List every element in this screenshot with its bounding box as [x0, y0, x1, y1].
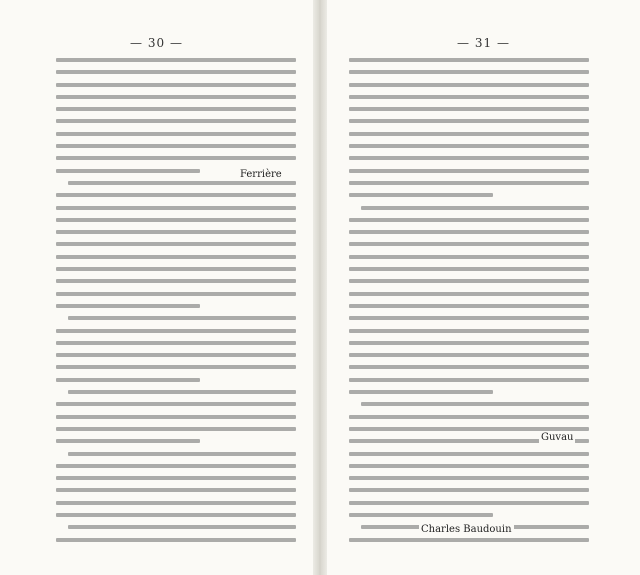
text-line — [56, 353, 296, 357]
text-line — [349, 488, 589, 492]
text-line — [56, 488, 296, 492]
text-line — [56, 439, 200, 443]
text-line — [56, 169, 200, 173]
text-line — [349, 353, 589, 357]
text-line — [56, 193, 296, 197]
name-guvau: Guvau — [541, 432, 574, 443]
text-line — [56, 107, 296, 111]
text-line — [56, 415, 296, 419]
text-line — [56, 501, 296, 505]
text-line — [349, 316, 589, 320]
text-line — [56, 464, 296, 468]
text-line — [349, 378, 589, 382]
text-line — [56, 70, 296, 74]
text-line — [349, 513, 493, 517]
text-line — [56, 329, 296, 333]
text-line — [56, 427, 296, 431]
text-line — [349, 279, 589, 283]
text-line — [68, 525, 296, 529]
page-number-right: — 31 — — [457, 36, 510, 50]
text-line — [349, 193, 493, 197]
text-line — [349, 58, 589, 62]
name-charles-baudouin: Charles Baudouin — [421, 524, 512, 535]
text-line — [56, 156, 296, 160]
text-line — [56, 242, 296, 246]
text-line — [349, 267, 589, 271]
text-line — [349, 181, 589, 185]
text-line — [349, 341, 589, 345]
text-line — [349, 292, 589, 296]
text-line — [349, 95, 589, 99]
text-line — [349, 255, 589, 259]
text-line — [68, 452, 296, 456]
text-line — [56, 218, 296, 222]
text-line — [56, 365, 296, 369]
text-line — [56, 476, 296, 480]
left-text-block — [56, 58, 296, 550]
page-number-left: — 30 — — [130, 36, 183, 50]
text-line — [349, 464, 589, 468]
text-line — [349, 365, 589, 369]
text-line — [56, 132, 296, 136]
text-line — [68, 316, 296, 320]
text-line — [56, 206, 296, 210]
text-line — [56, 538, 296, 542]
text-line — [349, 132, 589, 136]
text-line — [349, 304, 589, 308]
text-line — [56, 513, 296, 517]
text-line — [349, 329, 589, 333]
text-line — [349, 427, 589, 431]
text-line — [56, 341, 296, 345]
text-line — [56, 95, 296, 99]
text-line — [56, 402, 296, 406]
text-line — [349, 70, 589, 74]
text-line — [349, 415, 589, 419]
text-line — [56, 292, 296, 296]
name-ferriere: Ferrière — [240, 169, 282, 180]
text-line — [349, 242, 589, 246]
text-line — [349, 83, 589, 87]
text-line — [349, 119, 589, 123]
text-line — [56, 255, 296, 259]
text-line — [349, 538, 589, 542]
text-line — [56, 144, 296, 148]
text-line — [56, 83, 296, 87]
text-line — [349, 107, 589, 111]
text-line — [56, 279, 296, 283]
text-line — [349, 218, 589, 222]
text-line — [56, 378, 200, 382]
right-page — [327, 0, 640, 575]
left-page — [0, 0, 313, 575]
book-gutter — [313, 0, 327, 575]
text-line — [68, 181, 296, 185]
text-line — [361, 402, 589, 406]
text-line — [56, 267, 296, 271]
text-line — [361, 206, 589, 210]
text-line — [349, 501, 589, 505]
text-line — [349, 144, 589, 148]
text-line — [68, 390, 296, 394]
text-line — [349, 390, 493, 394]
text-line — [349, 156, 589, 160]
text-line — [56, 119, 296, 123]
text-line — [56, 304, 200, 308]
text-line — [56, 230, 296, 234]
text-line — [349, 452, 589, 456]
text-line — [349, 476, 589, 480]
text-line — [56, 58, 296, 62]
text-line — [349, 230, 589, 234]
right-text-block — [349, 58, 589, 550]
text-line — [349, 169, 589, 173]
